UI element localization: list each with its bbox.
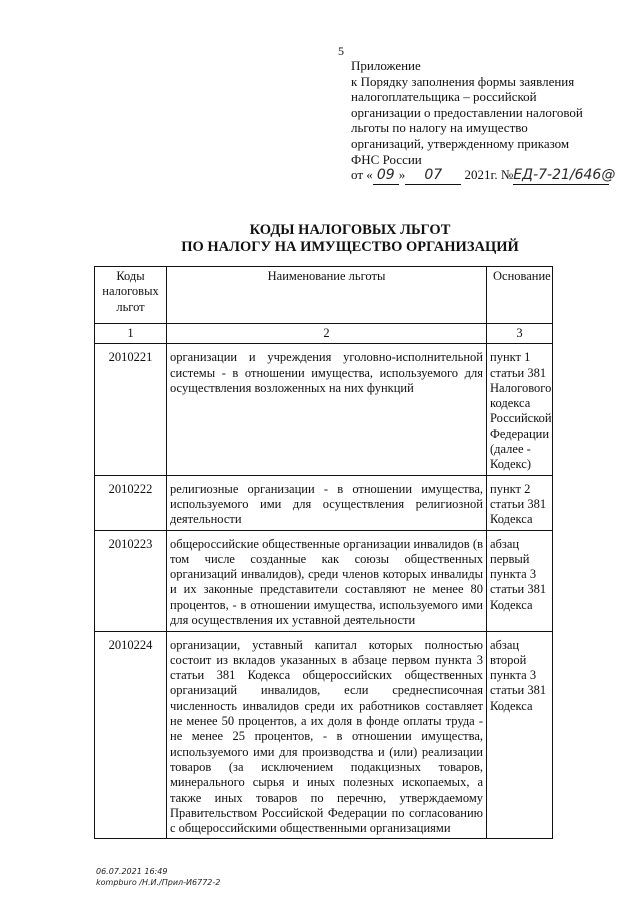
table-header-row xyxy=(95,267,553,324)
benefit-code: 2010221 xyxy=(95,344,167,475)
benefit-code: 2010222 xyxy=(95,475,167,530)
benefit-name: организации и учреждения уголовно-исполнительной системы - в отношении имущества, используемого для осуществления возложенных на них функций xyxy=(167,344,487,475)
date-day: 09 xyxy=(373,168,399,185)
date-mid: » xyxy=(398,167,406,183)
column-number: 2 xyxy=(167,324,487,344)
appendix-line: организации о предоставлении налоговой xyxy=(351,104,583,120)
benefit-code: 2010223 xyxy=(95,530,167,631)
footer-doc-ref: kompburo /Н.И./Прил-И6772-2 xyxy=(96,878,221,887)
benefit-name: общероссийские общественные организации инвалидов (в том числе созданные как союзы общественных организаций инвалидов), среди членов которых инвалиды и их законные представители составляют не менее 80 процентов, - в отношении имущества, используемого ими для осуществления их уставной деятельности xyxy=(167,530,487,631)
appendix-line: ФНС России xyxy=(351,151,422,167)
table-row xyxy=(95,475,553,530)
date-month: 07 xyxy=(405,168,461,185)
date-year: 2021г. № xyxy=(464,167,514,183)
benefit-basis: абзац первый пункта 3 статьи 381 Кодекса xyxy=(487,530,553,631)
date-prefix: от « xyxy=(351,167,373,183)
order-date-line xyxy=(351,167,616,185)
appendix-line: налогоплательщика – российской xyxy=(351,89,537,105)
column-number: 1 xyxy=(95,324,167,344)
table-row xyxy=(95,631,553,839)
header-basis: Основание xyxy=(487,267,553,324)
benefit-basis: пункт 2 статьи 381 Кодекса xyxy=(487,475,553,530)
order-number: ЕД-7-21/646@ xyxy=(513,167,616,184)
footer-timestamp: 06.07.2021 16:49 xyxy=(96,867,168,876)
benefit-basis: пункт 1 статьи 381 Налогового кодекса Российской Федерации (далее - Кодекс) xyxy=(487,344,553,475)
appendix-line: Приложение xyxy=(351,58,421,73)
appendix-line: льготы по налогу на имущество xyxy=(351,120,528,136)
page-number: 5 xyxy=(338,44,344,58)
table-row xyxy=(95,530,553,631)
benefit-name: организации, уставный капитал которых полностью состоит из вкладов указанных в абзаце первом пункта 3 статьи 381 Кодекса общероссийских общественных организаций инвалидов, если среднесписочная численность инвалидов среди их работников составляет не менее 50 процентов, а их доля в фонде оплаты труда - не менее 25 процентов, - в отношении имущества, используемого ими для производства и (или) реализации товаров (за исключением подакцизных товаров, минерального сырья и иных полезных ископаемых, а также иных товаров по перечню, утверждаемому Правительством Российской Федерации по согласованию с общероссийскими общественными организациями xyxy=(167,631,487,839)
benefit-name: религиозные организации - в отношении имущества, используемого ими для осуществления религиозной деятельности xyxy=(167,475,487,530)
appendix-line: к Порядку заполнения формы заявления xyxy=(351,73,575,89)
benefit-basis: абзац второй пункта 3 статьи 381 Кодекса xyxy=(487,631,553,839)
appendix-line: организаций, утвержденному приказом xyxy=(351,135,570,151)
appendix-block xyxy=(351,58,616,185)
footer-stamp xyxy=(96,866,220,888)
document-title xyxy=(150,222,550,256)
column-number-row xyxy=(95,324,553,344)
title-line-1: КОДЫ НАЛОГОВЫХ ЛЬГОТ xyxy=(249,222,451,238)
header-codes: Коды налоговых льгот xyxy=(95,267,167,324)
table-row xyxy=(95,344,553,475)
header-benefit-name: Наименование льготы xyxy=(167,267,487,324)
tax-benefit-codes-table xyxy=(94,266,553,839)
title-line-2: ПО НАЛОГУ НА ИМУЩЕСТВО ОРГАНИЗАЦИЙ xyxy=(181,239,519,255)
benefit-code: 2010224 xyxy=(95,631,167,839)
column-number: 3 xyxy=(487,324,553,344)
